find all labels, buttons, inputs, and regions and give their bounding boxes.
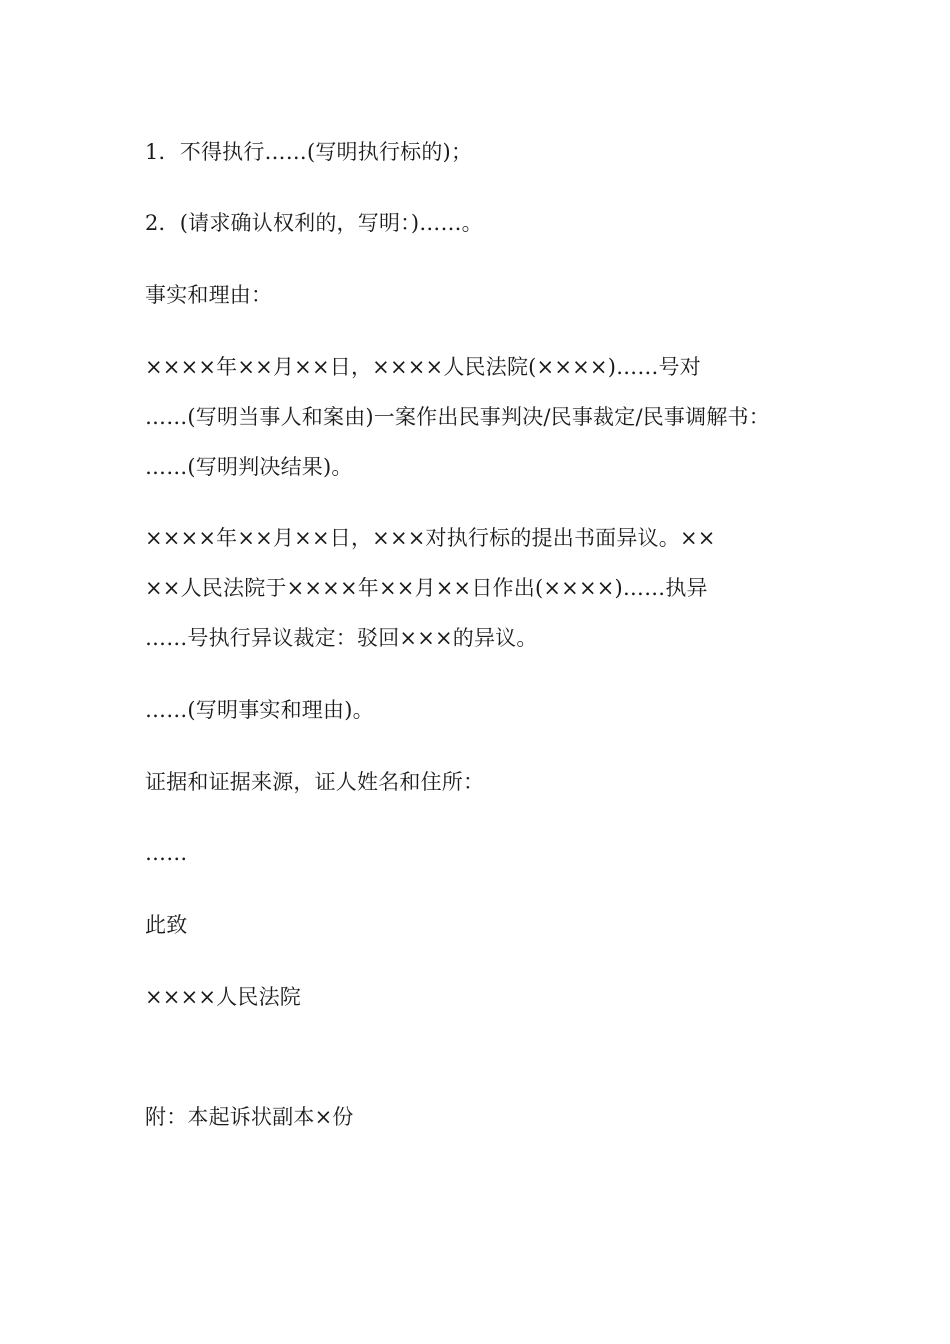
paragraph-3: ……(写明事实和理由)。 bbox=[145, 698, 374, 722]
request-item-2: 2．(请求确认权利的，写明：)……。 bbox=[145, 211, 483, 235]
evidence-heading: 证据和证据来源，证人姓名和住所： bbox=[145, 770, 485, 794]
evidence-content: …… bbox=[145, 841, 188, 865]
paragraph-2-line-2: ××人民法院于××××年××月××日作出(××××)……执异 bbox=[145, 576, 708, 600]
paragraph-2-line-1: ××××年××月××日，×××对执行标的提出书面异议。×× bbox=[145, 526, 716, 550]
attachment-note: 附：本起诉状副本×份 bbox=[145, 1105, 354, 1129]
court-name: ××××人民法院 bbox=[145, 985, 301, 1009]
paragraph-2-line-3: ……号执行异议裁定：驳回×××的异议。 bbox=[145, 626, 538, 650]
facts-heading: 事实和理由： bbox=[145, 283, 273, 307]
request-item-1: 1．不得执行……(写明执行标的)； bbox=[145, 140, 473, 164]
paragraph-1-line-3: ……(写明判决结果)。 bbox=[145, 455, 353, 479]
salutation: 此致 bbox=[145, 913, 188, 937]
paragraph-1-line-2: ……(写明当事人和案由)一案作出民事判决/民事裁定/民事调解书： bbox=[145, 405, 770, 429]
paragraph-1-line-1: ××××年××月××日，××××人民法院(××××)……号对 bbox=[145, 355, 701, 379]
